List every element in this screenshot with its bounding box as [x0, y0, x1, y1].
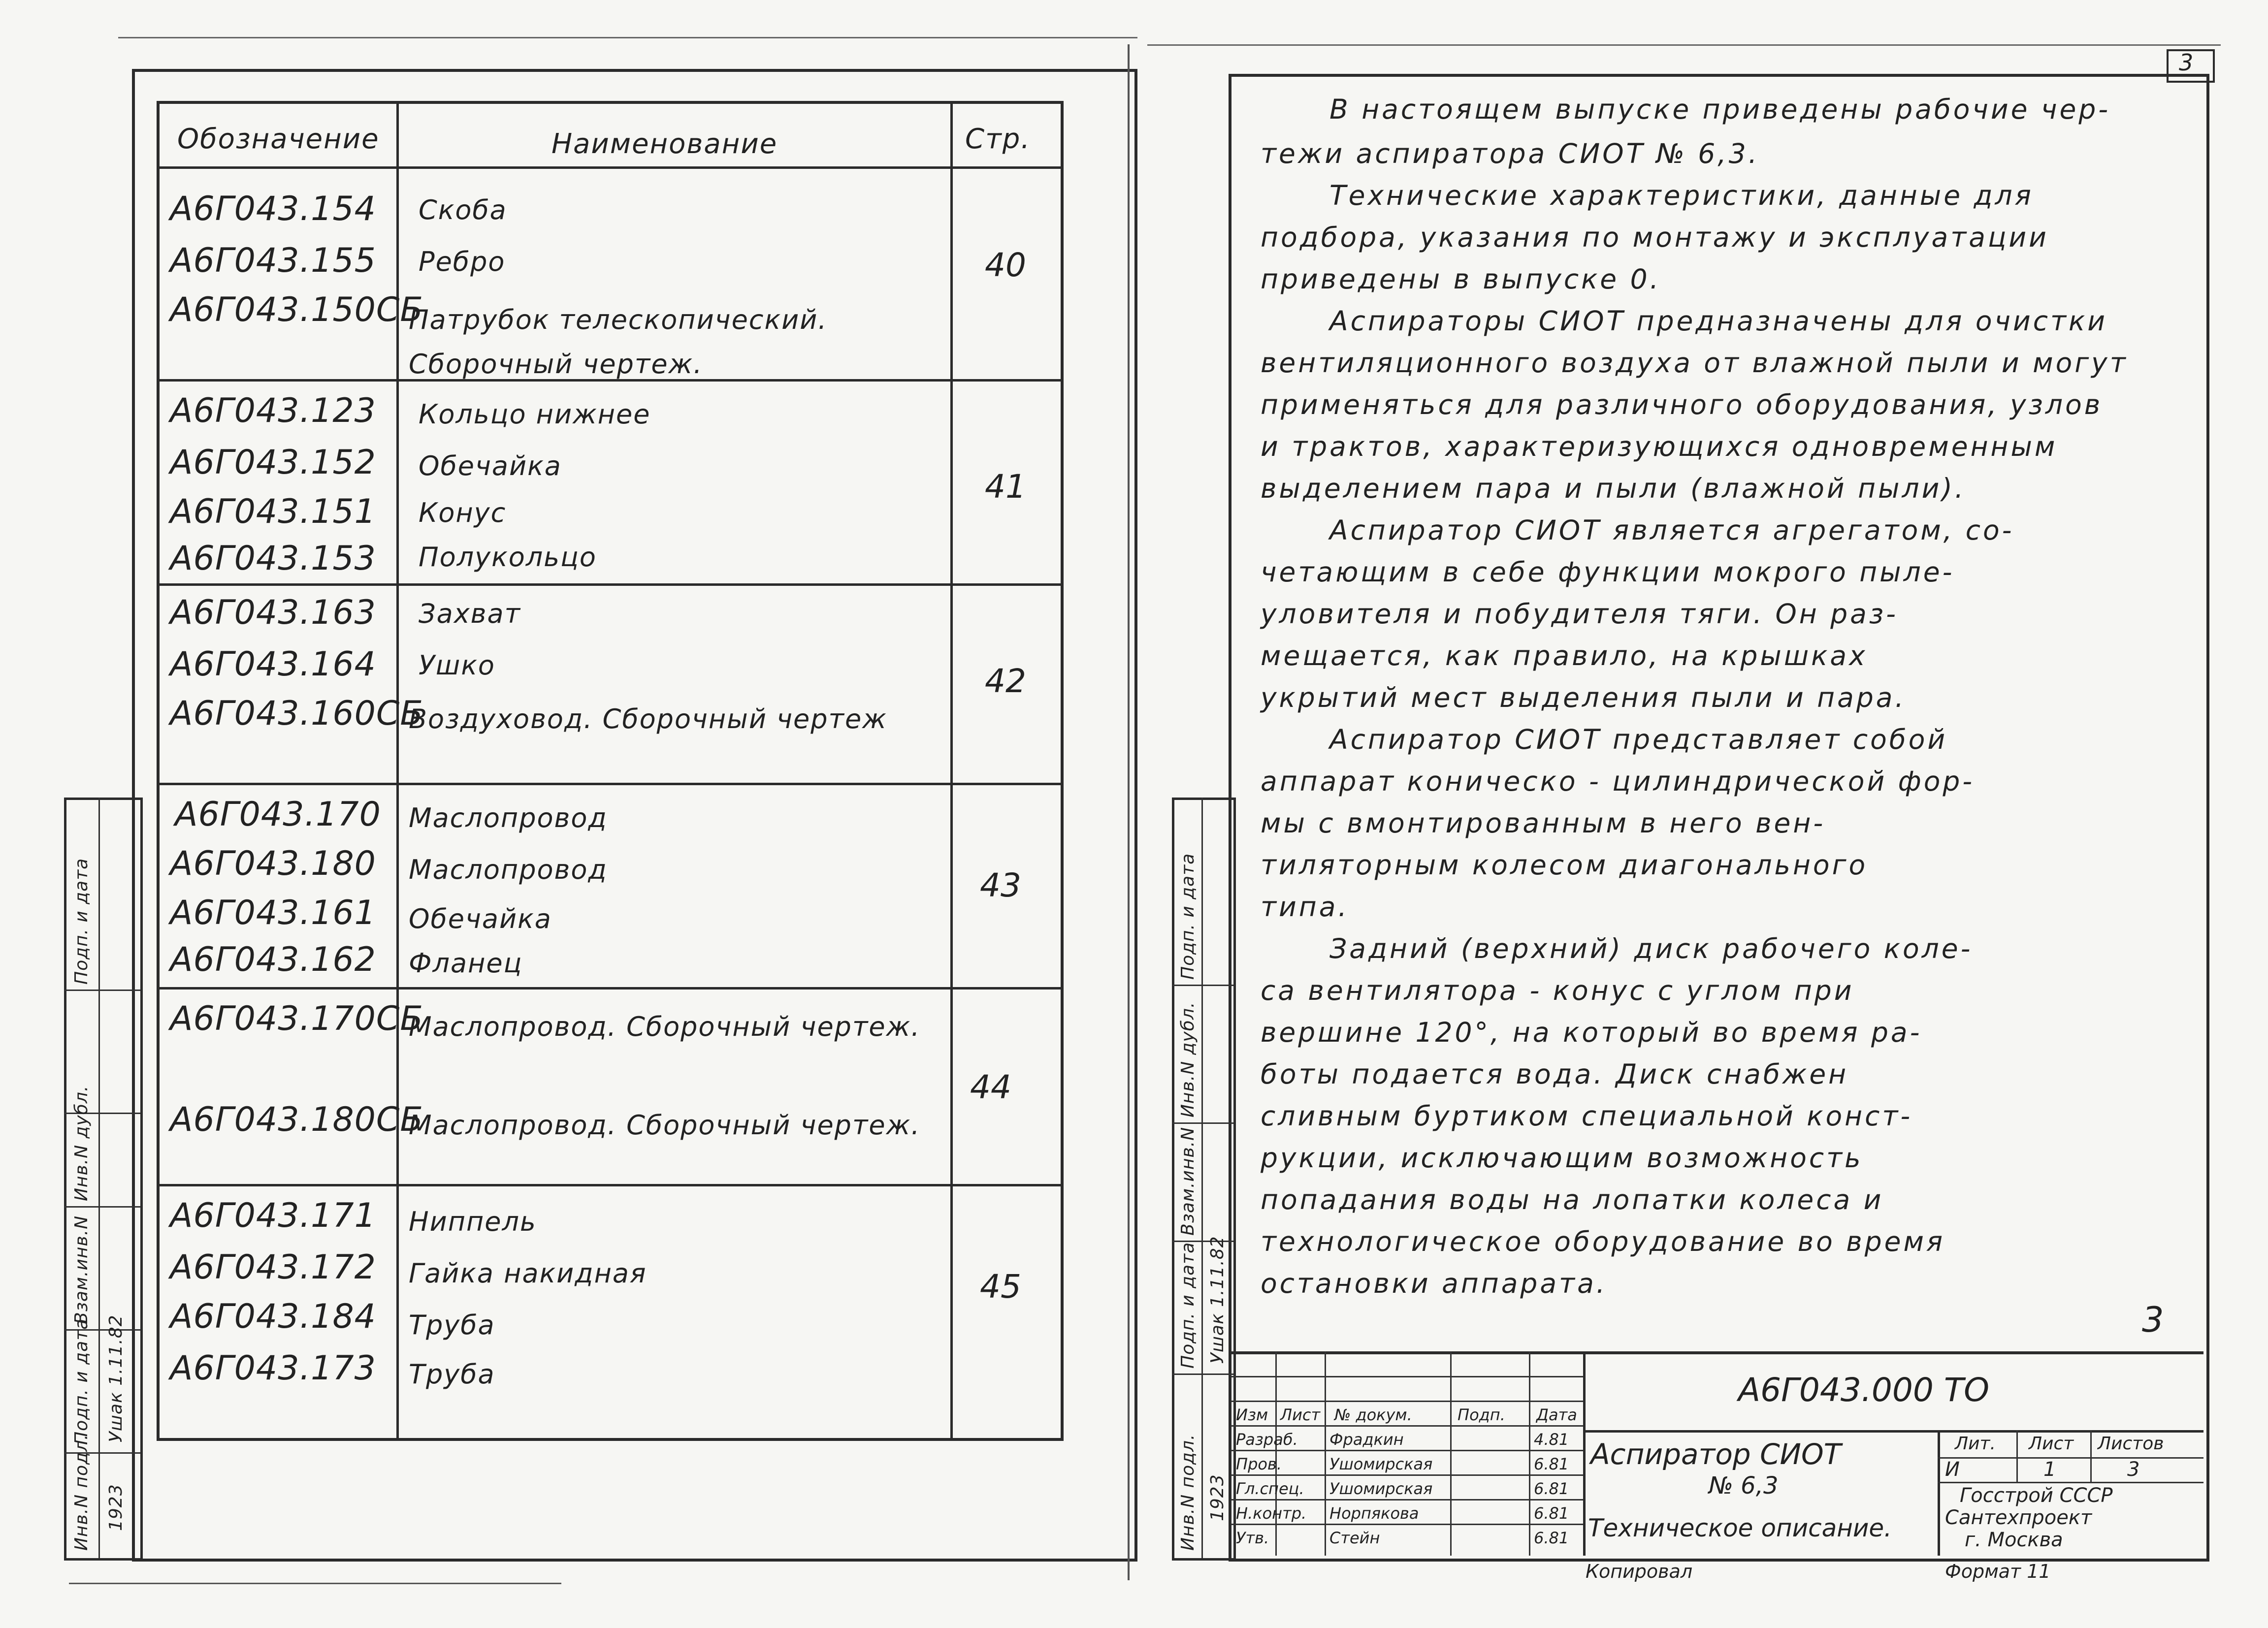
tb-divider	[2016, 1430, 2018, 1482]
row-page: 40	[985, 246, 1026, 284]
sig-grid	[1231, 1524, 1583, 1525]
sig-grid	[1231, 1401, 1583, 1402]
copied-by: Копировал	[1586, 1561, 1693, 1582]
description-line: Аспираторы СИОТ предназначены для очистки	[1329, 305, 2107, 337]
row-code: А6Г043.162	[170, 940, 376, 979]
tb-role: Пров.	[1236, 1455, 1282, 1473]
tb-date: 6.81	[1534, 1529, 1569, 1547]
tb-signer: Ушомирская	[1329, 1479, 1433, 1498]
tb-role: Утв.	[1236, 1529, 1269, 1547]
description-line: мы с вмонтированным в него вен-	[1261, 807, 1826, 839]
stamp-label: Взам.инв.N	[1178, 1126, 1198, 1236]
row-code: А6Г043.154	[170, 190, 376, 228]
row-page: 42	[985, 662, 1026, 700]
sheet-label: Лист	[2029, 1434, 2074, 1454]
row-name: Обечайка	[409, 903, 552, 934]
description-line: вентиляционного воздуха от влажной пыли и могут	[1261, 347, 2128, 379]
row-name: Труба	[409, 1309, 495, 1341]
sig-grid	[1231, 1474, 1583, 1476]
sig-grid	[1231, 1499, 1583, 1500]
row-name: Захват	[419, 598, 521, 629]
row-code: А6Г043.180СБ	[170, 1100, 423, 1139]
header-page: Стр.	[965, 123, 1031, 155]
description-line: са вентилятора - конус с углом при	[1261, 975, 1854, 1006]
row-page: 44	[970, 1068, 1011, 1106]
row-name: Гайка накидная	[409, 1258, 647, 1289]
row-code: А6Г043.170	[175, 795, 381, 834]
row-name: Скоба	[419, 194, 507, 225]
row-code: А6Г043.172	[170, 1248, 376, 1287]
stamp-row-divider	[1172, 1373, 1233, 1375]
stamp-value: Ушак 1.11.82	[106, 1314, 126, 1442]
row-code: А6Г043.180	[170, 844, 376, 883]
tb-signer: Стейн	[1329, 1529, 1380, 1547]
row-code: А6Г043.152	[170, 443, 376, 482]
description-line: Аспиратор СИОТ представляет собой	[1329, 724, 1948, 755]
row-code: А6Г043.151	[170, 492, 376, 531]
row-page: 41	[985, 468, 1026, 506]
row-code: А6Г043.150СБ	[170, 290, 423, 329]
description-line: В настоящем выпуске приведены рабочие чер-	[1329, 94, 2111, 125]
description-line: и трактов, характеризующихся одновременным	[1261, 431, 2058, 462]
row-code: А6Г043.163	[170, 593, 376, 632]
row-page: 45	[980, 1268, 1021, 1306]
stamp-label: Подп. и дата	[1178, 1242, 1198, 1369]
top-edge-line	[1147, 44, 2221, 46]
description-line: рукции, исключающим возможность	[1261, 1142, 1863, 1174]
row-name: Маслопровод	[409, 802, 608, 833]
row-code: А6Г043.161	[170, 894, 376, 932]
row-code: А6Г043.155	[170, 241, 376, 280]
row-code: А6Г043.171	[170, 1196, 376, 1235]
row-name: Ниппель	[409, 1206, 537, 1237]
row-name: Полукольцо	[419, 542, 597, 573]
description-line: выделением пара и пыли (влажной пыли).	[1261, 473, 1966, 504]
row-page: 43	[980, 866, 1021, 904]
description-line: аппарат коническо - цилиндрической фор-	[1261, 766, 1975, 797]
row-name: Ушко	[419, 650, 495, 681]
stamp-label: Инв.N дубл.	[71, 1085, 92, 1201]
row-name: Маслопровод. Сборочный чертеж.	[409, 1011, 921, 1042]
document-title-number: № 6,3	[1709, 1472, 1779, 1500]
description-line: применяться для различного оборудования, узлов	[1261, 389, 2103, 420]
tb-divider	[1583, 1351, 1586, 1556]
header-name: Наименование	[551, 128, 778, 160]
description-line: мещается, как правило, на крышках	[1261, 640, 1868, 671]
description-line: подбора, указания по монтажу и эксплуатации	[1261, 222, 2049, 253]
description-line: тиляторным колесом диагонального	[1261, 849, 1868, 881]
row-name: Фланец	[409, 948, 523, 979]
stamp-label: Подп. и дата	[71, 858, 92, 985]
row-code: А6Г043.164	[170, 645, 376, 684]
description-line: сливным буртиком специальной конст-	[1261, 1100, 1913, 1132]
sig-grid	[1231, 1425, 1583, 1427]
row-code: А6Г043.153	[170, 539, 376, 578]
stamp-label: Подп. и дата	[1178, 853, 1198, 980]
tb-role: Разраб.	[1236, 1430, 1298, 1449]
lit-label: Лит.	[1955, 1434, 1996, 1454]
description-line: попадания воды на лопатки колеса и	[1261, 1184, 1884, 1215]
row-name: Конус	[419, 497, 507, 528]
tb-divider	[1938, 1482, 2203, 1483]
tb-date: 6.81	[1534, 1479, 1569, 1498]
tb-divider	[1938, 1457, 2203, 1459]
document-code: А6Г043.000 ТО	[1738, 1371, 1990, 1409]
tb-col-header: Лист	[1280, 1405, 1321, 1424]
group-divider-4	[157, 987, 1063, 990]
row-name: Обечайка	[419, 450, 562, 481]
tb-role: Н.контр.	[1236, 1504, 1307, 1523]
description-line: укрытий мест выделения пыли и пара.	[1261, 682, 1906, 713]
top-edge-line	[118, 37, 1137, 38]
sheets-value: 3	[2127, 1458, 2140, 1481]
description-line: типа.	[1261, 891, 1349, 923]
description-line: приведены в выпуске 0.	[1261, 263, 1661, 295]
group-divider-5	[157, 1184, 1063, 1186]
row-code: А6Г043.160СБ	[170, 694, 423, 733]
description-line: технологическое оборудование во время	[1261, 1226, 1945, 1257]
row-name: Ребро	[419, 246, 506, 277]
row-name: Воздуховод. Сборочный чертеж	[409, 703, 887, 734]
description-line: вершине 120°, на который во время ра-	[1261, 1017, 1922, 1048]
stamp-col-divider	[1201, 798, 1203, 1558]
stamp-label: Инв.N дубл.	[1178, 1001, 1198, 1117]
header-divider	[157, 166, 1063, 169]
tb-divider	[1938, 1430, 1940, 1556]
row-name: Патрубок телескопический. Сборочный чертеж.	[409, 304, 828, 380]
group-divider-3	[157, 783, 1063, 785]
description-line: уловителя и побудителя тяги. Он раз-	[1261, 598, 1898, 630]
organization: Госстрой СССР	[1960, 1484, 2113, 1507]
tb-col-header: Изм	[1236, 1405, 1268, 1424]
description-line: Задний (верхний) диск рабочего коле-	[1329, 933, 1973, 964]
stamp-value: 1923	[106, 1484, 126, 1531]
sig-grid	[1231, 1376, 1583, 1377]
lit-value: И	[1945, 1458, 1960, 1481]
col-divider-2	[950, 101, 953, 1438]
tb-date: 6.81	[1534, 1455, 1569, 1473]
row-code: А6Г043.173	[170, 1349, 376, 1388]
row-name: Маслопровод. Сборочный чертеж.	[409, 1110, 921, 1141]
description-line: остановки аппарата.	[1261, 1268, 1608, 1299]
document-title: Аспиратор СИОТ	[1590, 1437, 1842, 1471]
tb-role: Гл.спец.	[1236, 1479, 1304, 1498]
row-code: А6Г043.123	[170, 391, 376, 430]
stamp-row-divider	[64, 990, 140, 991]
stamp-label: Подп. и дата	[71, 1318, 92, 1445]
tb-divider	[2090, 1430, 2092, 1482]
document-subtitle: Техническое описание.	[1588, 1514, 1892, 1542]
description-line: Аспиратор СИОТ является агрегатом, со-	[1329, 514, 2014, 546]
stamp-row-divider	[1172, 1122, 1233, 1124]
format-label: Формат 11	[1945, 1561, 2051, 1582]
tb-divider	[1583, 1430, 2203, 1433]
description-line: тежи аспиратора СИОТ № 6,3.	[1261, 138, 1760, 169]
sheet-value: 1	[2043, 1458, 2056, 1481]
tb-col-header: № докум.	[1334, 1405, 1412, 1424]
tb-col-header: Дата	[1536, 1405, 1577, 1424]
row-name: Маслопровод	[409, 854, 608, 885]
stamp-row-divider	[1172, 985, 1233, 986]
row-name: Труба	[409, 1359, 495, 1390]
organization: Сантехпроект	[1945, 1506, 2092, 1529]
row-code: А6Г043.170СБ	[170, 999, 423, 1038]
row-code: А6Г043.184	[170, 1297, 376, 1336]
stamp-label: Инв.N подл.	[1178, 1434, 1198, 1551]
description-line: боты подается вода. Диск снабжен	[1261, 1058, 1849, 1090]
stamp-label: Инв.N подл.	[71, 1434, 92, 1551]
tb-signer: Норпякова	[1329, 1504, 1419, 1523]
tb-date: 6.81	[1534, 1504, 1569, 1523]
stamp-col-divider	[98, 798, 100, 1558]
sheet-number-mid: 3	[2142, 1300, 2164, 1340]
stamp-value: Ушак 1.11.82	[1207, 1236, 1228, 1364]
description-line: четающим в себе функции мокрого пыле-	[1261, 556, 1955, 588]
description-line: Технические характеристики, данные для	[1329, 180, 2034, 211]
sig-grid	[1231, 1450, 1583, 1451]
bottom-edge-line	[69, 1583, 561, 1584]
sheet-number-top: 3	[2179, 49, 2194, 76]
stamp-value: 1923	[1207, 1474, 1228, 1521]
tb-signer: Фрадкин	[1329, 1430, 1404, 1449]
row-name: Кольцо нижнее	[419, 399, 651, 430]
group-divider-2	[157, 583, 1063, 586]
tb-col-header: Подп.	[1458, 1405, 1505, 1424]
tb-signer: Ушомирская	[1329, 1455, 1433, 1473]
tb-date: 4.81	[1534, 1430, 1569, 1449]
page-separator	[1128, 44, 1130, 1580]
sheets-label: Листов	[2098, 1434, 2164, 1454]
header-designation: Обозначение	[177, 123, 380, 155]
stamp-label: Взам.инв.N	[71, 1215, 92, 1324]
organization: г. Москва	[1965, 1529, 2063, 1551]
stamp-row-divider	[64, 1206, 140, 1208]
